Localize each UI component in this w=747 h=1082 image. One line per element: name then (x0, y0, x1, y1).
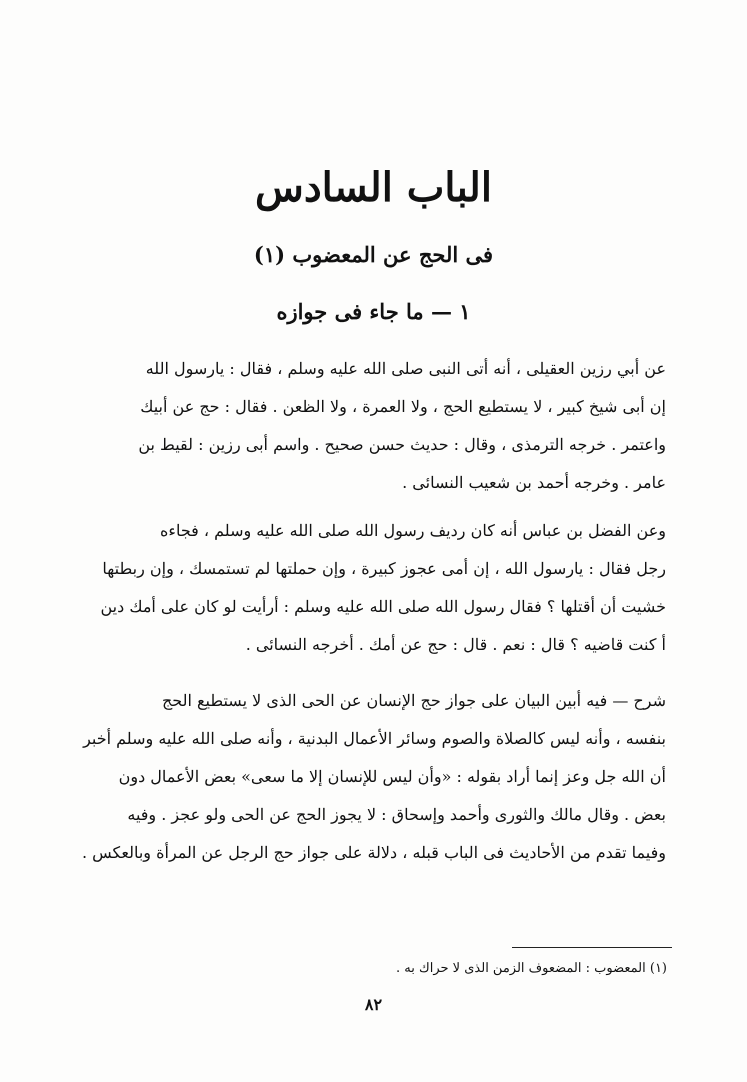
chapter-subtitle: فى الحج عن المعضوب (١) (253, 242, 494, 267)
text-line: وفيما تقدم من الأحاديث فى الباب قبله ، دلالة على جواز حج الرجل عن المرأة وبالعكس . (81, 843, 666, 862)
paragraph-hadith-1 (66, 350, 666, 502)
text-line: بنفسه ، وأنه ليس كالصلاة والصوم وسائر الأعمال البدنية ، وأنه صلى الله عليه وسلم أخبر (83, 729, 666, 748)
paragraph-commentary (66, 682, 666, 872)
text-line: وعن الفضل بن عباس أنه كان رديف رسول الله صلى الله عليه وسلم ، فجاءه (160, 521, 666, 540)
text-line: واعتمر . خرجه الترمذى ، وقال : حديث حسن صحيح . واسم أبى رزين : لقيط بن (138, 435, 666, 454)
text-line: بعض . وقال مالك والثورى وأحمد وإسحاق : لا يجوز الحج عن الحى ولو عجز . وفيه (127, 805, 666, 824)
text-line: أ كنت قاضيه ؟ قال : نعم . قال : حج عن أمك . أخرجه النسائى . (245, 635, 666, 654)
footnote-divider (512, 947, 672, 948)
text-line: شرح — فيه أبين البيان على جواز حج الإنسان عن الحى الذى لا يستطيع الحج (161, 691, 666, 710)
page-number: ٨٢ (364, 995, 383, 1014)
footnote: (١) المعضوب : المضعوف الزمن الذى لا حراك به . (396, 961, 667, 976)
text-line: خشيت أن أقتلها ؟ فقال رسول الله صلى الله عليه وسلم : أرأيت لو كان على أمك دين (100, 597, 666, 616)
chapter-title: الباب السادس (255, 164, 492, 211)
text-line: عن أبي رزين العقيلى ، أنه أتى النبى صلى الله عليه وسلم ، فقال : يارسول الله (145, 359, 666, 378)
text-line: رجل فقال : يارسول الله ، إن أمى عجوز كبيرة ، وإن حملتها لم تستمسك ، وإن ربطتها (102, 559, 666, 578)
paragraph-hadith-2 (66, 512, 666, 664)
text-line: إن أبى شيخ كبير ، لا يستطيع الحج ، ولا العمرة ، ولا الظعن . فقال : حج عن أبيك (140, 397, 666, 416)
text-line: أن الله جل وعز إنما أراد بقوله : «وأن ليس للإنسان إلا ما سعى» بعض الأعمال دون (118, 767, 666, 786)
text-line: عامر . وخرجه أحمد بن شعيب النسائى . (402, 473, 666, 492)
section-heading: ١ — ما جاء فى جوازه (276, 299, 471, 324)
